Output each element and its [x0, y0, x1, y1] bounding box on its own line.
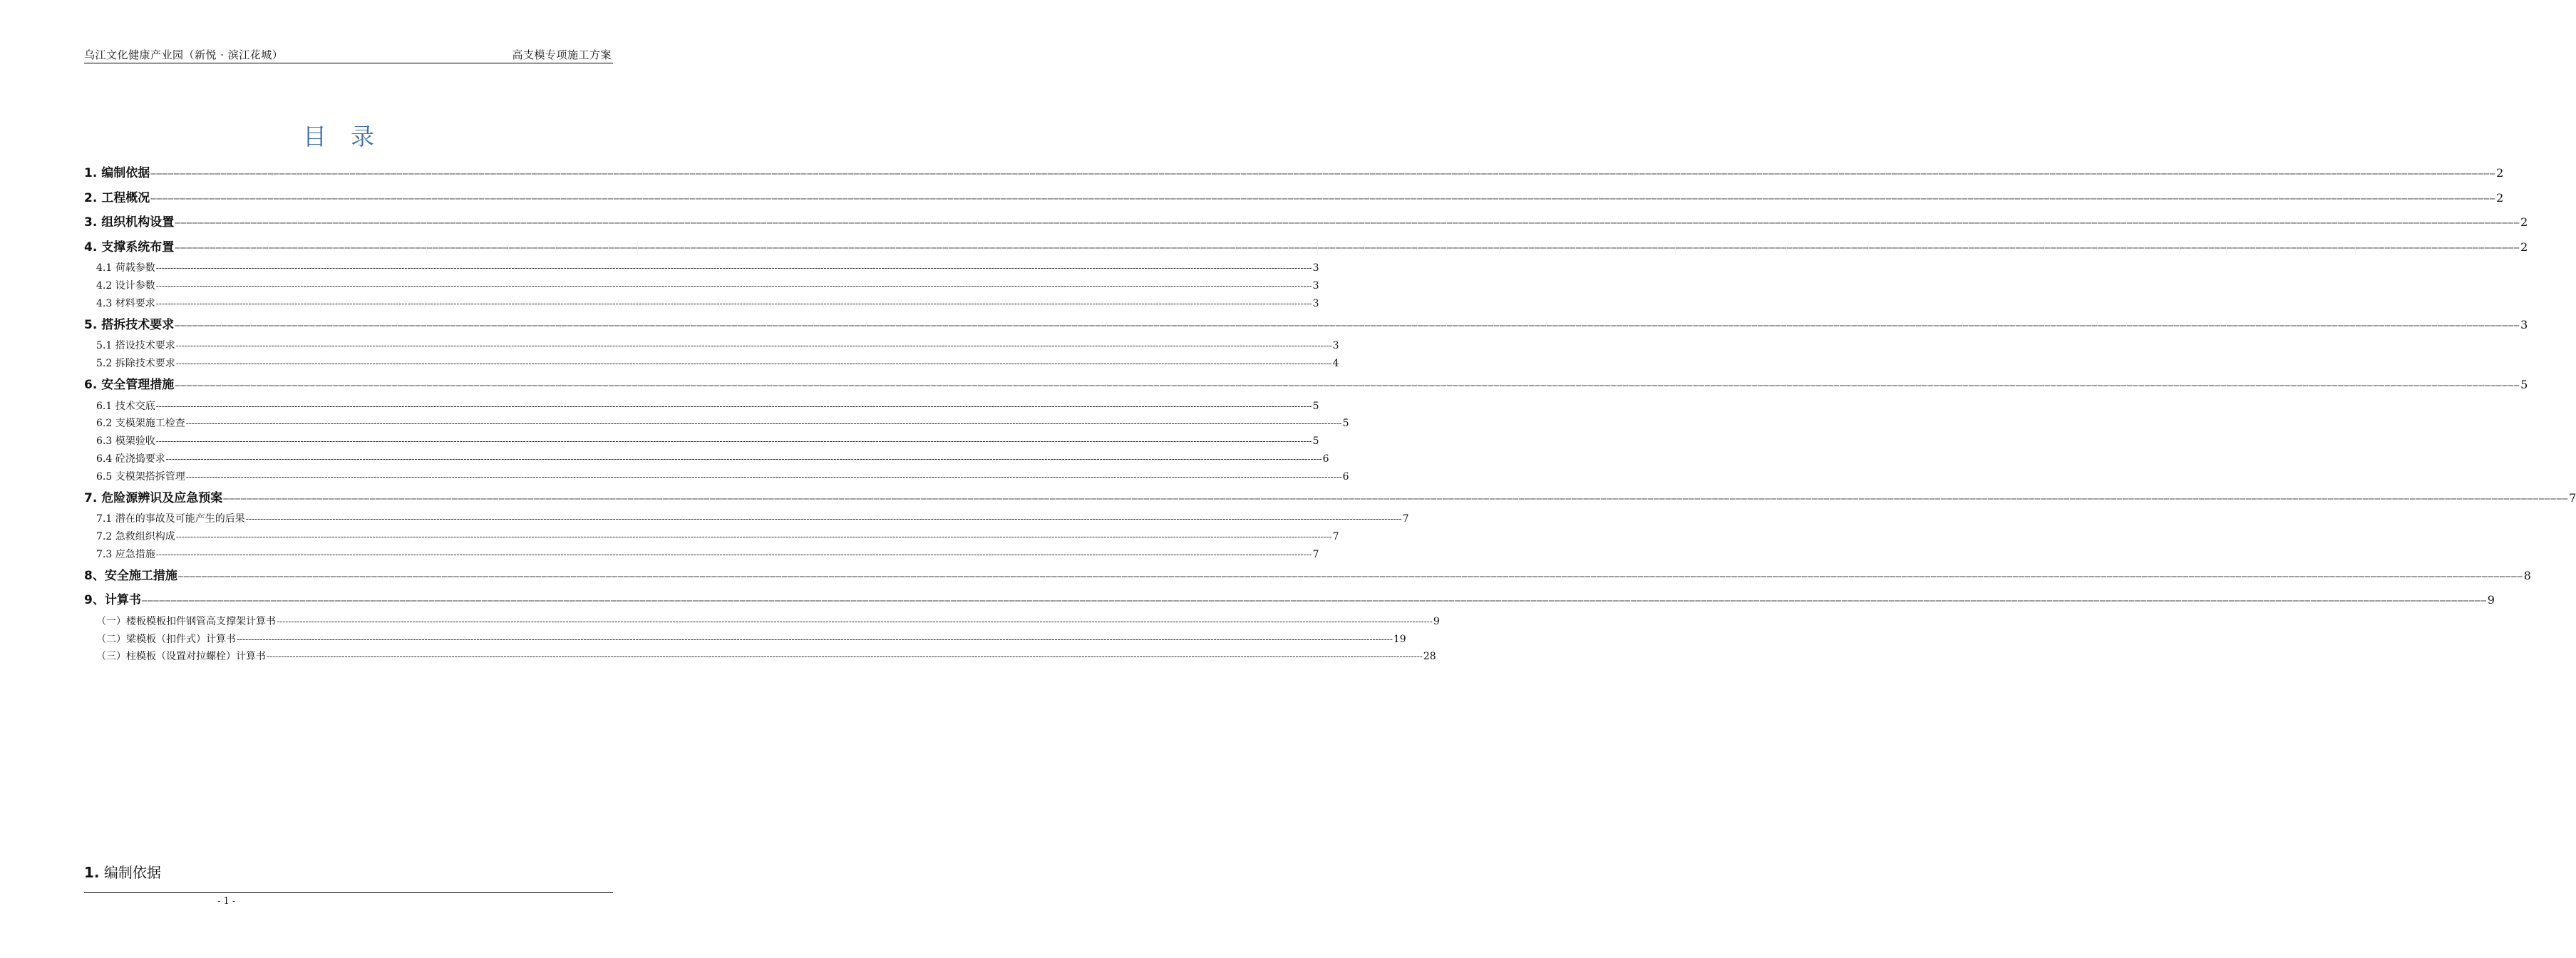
toc-entry-subsection[interactable]	[84, 415, 1349, 433]
toc-entry-label: 7.2 急救组织构成	[96, 530, 175, 542]
toc-entry-label: 4. 支撑系统布置	[84, 240, 175, 254]
toc-entry-label: 5.1 搭设技术要求	[96, 340, 175, 352]
toc-entry-page: 3	[1312, 262, 1319, 274]
toc-entry-label: （一）楼板模板扣件钢管高支撑架计算书	[96, 615, 276, 627]
toc-entry-subsection[interactable]	[84, 398, 1319, 416]
toc-entry-subsection[interactable]	[84, 613, 1440, 631]
toc-dot-leader: ────────────────────────────────────────────────────────────────────────────────────────────────────────────────────────────────────────────────────────────────────────────────────────────────────────────────────────────────────────────────────────────────────────────────────────────────────────────────────────────────────────────────────────────────────────────────────────────────────────────────	[150, 169, 2496, 179]
toc-dot-leader: ----------------------------------------------------------------------------------------------------------------------------------------------------------------------------------------------------------------------------------------------------------------------------------------------------------------------------------------------------------------------------------------------------------------	[155, 401, 1312, 411]
toc-entry-page: 3	[1312, 280, 1319, 292]
toc-entry-chapter[interactable]	[84, 235, 2528, 260]
toc-entry-page: 3	[1332, 340, 1339, 352]
toc-entry-label: 6.2 支模架施工检查	[96, 418, 185, 430]
toc-entry-label: 6.3 模架验收	[96, 436, 155, 448]
toc-entry-label: 5.2 拆除技术要求	[96, 358, 175, 370]
toc-entry-label: 4.2 设计参数	[96, 280, 155, 292]
toc-dot-leader: ----------------------------------------------------------------------------------------------------------------------------------------------------------------------------------------------------------------------------------------------------------------------------------------------------------------------------------------------------------------------------------------------------------------	[237, 634, 1393, 644]
page-header	[84, 46, 613, 63]
toc-dot-leader: ----------------------------------------------------------------------------------------------------------------------------------------------------------------------------------------------------------------------------------------------------------------------------------------------------------------------------------------------------------------------------------------------------------------	[175, 359, 1332, 369]
toc-dot-leader: ----------------------------------------------------------------------------------------------------------------------------------------------------------------------------------------------------------------------------------------------------------------------------------------------------------------------------------------------------------------------------------------------------------------	[175, 531, 1332, 542]
toc-entry-page: 7	[1312, 548, 1319, 560]
toc-entry-subsection[interactable]	[84, 295, 1319, 313]
toc-dot-leader: ----------------------------------------------------------------------------------------------------------------------------------------------------------------------------------------------------------------------------------------------------------------------------------------------------------------------------------------------------------------------------------------------------------------	[155, 298, 1312, 309]
toc-entry-label: 6.5 支模架搭拆管理	[96, 470, 185, 483]
toc-entry-label: 4.1 荷载参数	[96, 262, 155, 274]
toc-dot-leader: ----------------------------------------------------------------------------------------------------------------------------------------------------------------------------------------------------------------------------------------------------------------------------------------------------------------------------------------------------------------------------------------------------------------	[185, 418, 1342, 429]
toc-dot-leader: ----------------------------------------------------------------------------------------------------------------------------------------------------------------------------------------------------------------------------------------------------------------------------------------------------------------------------------------------------------------------------------------------------------------	[155, 281, 1312, 292]
page-number: - 1 -	[217, 896, 236, 907]
toc-dot-leader: ────────────────────────────────────────────────────────────────────────────────────────────────────────────────────────────────────────────────────────────────────────────────────────────────────────────────────────────────────────────────────────────────────────────────────────────────────────────────────────────────────────────────────────────────────────────────────────────────────────────────	[175, 242, 2520, 253]
toc-entry-page: 8	[2523, 568, 2531, 582]
footer-divider	[84, 892, 613, 893]
toc-title: 目录	[303, 123, 398, 150]
toc-entry-page: 7	[1332, 530, 1339, 542]
toc-entry-chapter[interactable]	[84, 313, 2528, 338]
toc-entry-page: 5	[1312, 400, 1319, 412]
toc-entry-page: 7	[2569, 490, 2576, 505]
toc-entry-label: 6. 安全管理措施	[84, 377, 175, 392]
toc-dot-leader: ----------------------------------------------------------------------------------------------------------------------------------------------------------------------------------------------------------------------------------------------------------------------------------------------------------------------------------------------------------------------------------------------------------------	[277, 616, 1433, 627]
toc-entry-label: 6.1 技术交底	[96, 400, 155, 412]
toc-entry-page: 6	[1322, 453, 1329, 465]
toc-entry-chapter[interactable]	[84, 588, 2495, 613]
toc-dot-leader: ────────────────────────────────────────────────────────────────────────────────────────────────────────────────────────────────────────────────────────────────────────────────────────────────────────────────────────────────────────────────────────────────────────────────────────────────────────────────────────────────────────────────────────────────────────────────────────────────────────────────	[177, 571, 2523, 582]
section-heading-title: 编制依据	[103, 864, 161, 881]
toc-entry-label: 6.4 砼浇捣要求	[96, 453, 165, 465]
toc-entry-page: 3	[2520, 317, 2528, 331]
toc-dot-leader: ----------------------------------------------------------------------------------------------------------------------------------------------------------------------------------------------------------------------------------------------------------------------------------------------------------------------------------------------------------------------------------------------------------------	[155, 549, 1312, 560]
toc-entry-subsection[interactable]	[84, 631, 1406, 649]
toc-entry-label: 2. 工程概况	[84, 190, 150, 205]
toc-dot-leader: ────────────────────────────────────────────────────────────────────────────────────────────────────────────────────────────────────────────────────────────────────────────────────────────────────────────────────────────────────────────────────────────────────────────────────────────────────────────────────────────────────────────────────────────────────────────────────────────────────────────────	[223, 493, 2569, 504]
toc-entry-label: （二）梁模板（扣件式）计算书	[96, 633, 236, 645]
toc-entry-subsection[interactable]	[84, 277, 1319, 295]
toc-entry-subsection[interactable]	[84, 450, 1329, 468]
toc-entry-page: 2	[2520, 240, 2528, 254]
toc-entry-label: 7.3 应急措施	[96, 548, 155, 560]
toc-entry-page: 5	[1312, 436, 1319, 448]
toc-entry-page: 9	[1433, 615, 1440, 627]
toc-entry-subsection[interactable]	[84, 355, 1339, 373]
section-heading	[84, 861, 161, 882]
toc-entry-subsection[interactable]	[84, 468, 1349, 486]
toc-entry-page: 4	[1332, 358, 1339, 370]
toc-dot-leader: ────────────────────────────────────────────────────────────────────────────────────────────────────────────────────────────────────────────────────────────────────────────────────────────────────────────────────────────────────────────────────────────────────────────────────────────────────────────────────────────────────────────────────────────────────────────────────────────────────────────────	[175, 320, 2520, 331]
toc-entry-page: 2	[2496, 166, 2504, 180]
header-project-name: 乌江文化健康产业园（新悦 · 滨江花城）	[84, 48, 284, 61]
toc-dot-leader: ────────────────────────────────────────────────────────────────────────────────────────────────────────────────────────────────────────────────────────────────────────────────────────────────────────────────────────────────────────────────────────────────────────────────────────────────────────────────────────────────────────────────────────────────────────────────────────────────────────────────	[141, 596, 2487, 607]
toc-dot-leader: ----------------------------------------------------------------------------------------------------------------------------------------------------------------------------------------------------------------------------------------------------------------------------------------------------------------------------------------------------------------------------------------------------------------	[165, 453, 1322, 464]
toc-entry-label: 3. 组织机构设置	[84, 215, 175, 230]
toc-entry-label: 8、安全施工措施	[84, 568, 177, 583]
toc-entry-subsection[interactable]	[84, 510, 1409, 528]
toc-entry-subsection[interactable]	[84, 337, 1339, 355]
toc-entry-page: 2	[2520, 215, 2528, 230]
toc-entry-subsection[interactable]	[84, 648, 1436, 666]
toc-dot-leader: ----------------------------------------------------------------------------------------------------------------------------------------------------------------------------------------------------------------------------------------------------------------------------------------------------------------------------------------------------------------------------------------------------------------	[267, 651, 1423, 662]
toc-entry-page: 19	[1393, 633, 1406, 645]
toc-entry-label: 7.1 潜在的事故及可能产生的后果	[96, 513, 245, 525]
toc-entry-page: 5	[2520, 377, 2528, 391]
toc-entry-label: 5. 搭拆技术要求	[84, 317, 175, 332]
table-of-contents	[84, 161, 2576, 666]
toc-dot-leader: ----------------------------------------------------------------------------------------------------------------------------------------------------------------------------------------------------------------------------------------------------------------------------------------------------------------------------------------------------------------------------------------------------------------	[175, 341, 1332, 351]
toc-entry-subsection[interactable]	[84, 259, 1319, 277]
toc-entry-chapter[interactable]	[84, 373, 2528, 398]
toc-entry-chapter[interactable]	[84, 210, 2528, 235]
toc-entry-page: 5	[1342, 418, 1349, 430]
toc-entry-page: 3	[1312, 297, 1319, 309]
toc-dot-leader: ────────────────────────────────────────────────────────────────────────────────────────────────────────────────────────────────────────────────────────────────────────────────────────────────────────────────────────────────────────────────────────────────────────────────────────────────────────────────────────────────────────────────────────────────────────────────────────────────────────────────	[150, 193, 2496, 204]
toc-entry-label: 9、计算书	[84, 593, 141, 608]
toc-entry-page: 7	[1402, 513, 1409, 525]
toc-entry-label: 7. 危险源辨识及应急预案	[84, 490, 223, 505]
toc-entry-page: 9	[2487, 593, 2495, 607]
toc-entry-label: 1. 编制依据	[84, 166, 150, 180]
toc-dot-leader: ----------------------------------------------------------------------------------------------------------------------------------------------------------------------------------------------------------------------------------------------------------------------------------------------------------------------------------------------------------------------------------------------------------------	[185, 471, 1342, 482]
toc-entry-subsection[interactable]	[84, 546, 1319, 564]
toc-entry-label: 4.3 材料要求	[96, 297, 155, 309]
toc-entry-label: （三）柱模板（设置对拉螺栓）计算书	[96, 651, 266, 663]
toc-dot-leader: ────────────────────────────────────────────────────────────────────────────────────────────────────────────────────────────────────────────────────────────────────────────────────────────────────────────────────────────────────────────────────────────────────────────────────────────────────────────────────────────────────────────────────────────────────────────────────────────────────────────────	[175, 380, 2520, 391]
toc-entry-chapter[interactable]	[84, 186, 2504, 211]
toc-entry-page: 2	[2496, 190, 2504, 205]
toc-dot-leader: ----------------------------------------------------------------------------------------------------------------------------------------------------------------------------------------------------------------------------------------------------------------------------------------------------------------------------------------------------------------------------------------------------------------	[155, 436, 1312, 447]
toc-entry-chapter[interactable]	[84, 486, 2576, 511]
section-heading-number: 1.	[84, 864, 100, 881]
toc-entry-chapter[interactable]	[84, 564, 2531, 589]
toc-dot-leader: ----------------------------------------------------------------------------------------------------------------------------------------------------------------------------------------------------------------------------------------------------------------------------------------------------------------------------------------------------------------------------------------------------------------	[155, 263, 1312, 274]
toc-entry-subsection[interactable]	[84, 528, 1339, 546]
header-document-title: 高支模专项施工方案	[512, 48, 612, 61]
toc-dot-leader: ----------------------------------------------------------------------------------------------------------------------------------------------------------------------------------------------------------------------------------------------------------------------------------------------------------------------------------------------------------------------------------------------------------------	[245, 514, 1402, 525]
toc-entry-page: 6	[1342, 470, 1349, 483]
toc-dot-leader: ────────────────────────────────────────────────────────────────────────────────────────────────────────────────────────────────────────────────────────────────────────────────────────────────────────────────────────────────────────────────────────────────────────────────────────────────────────────────────────────────────────────────────────────────────────────────────────────────────────────────	[175, 218, 2520, 229]
toc-entry-page: 28	[1423, 651, 1436, 663]
toc-entry-subsection[interactable]	[84, 433, 1319, 450]
toc-entry-chapter[interactable]	[84, 161, 2504, 186]
